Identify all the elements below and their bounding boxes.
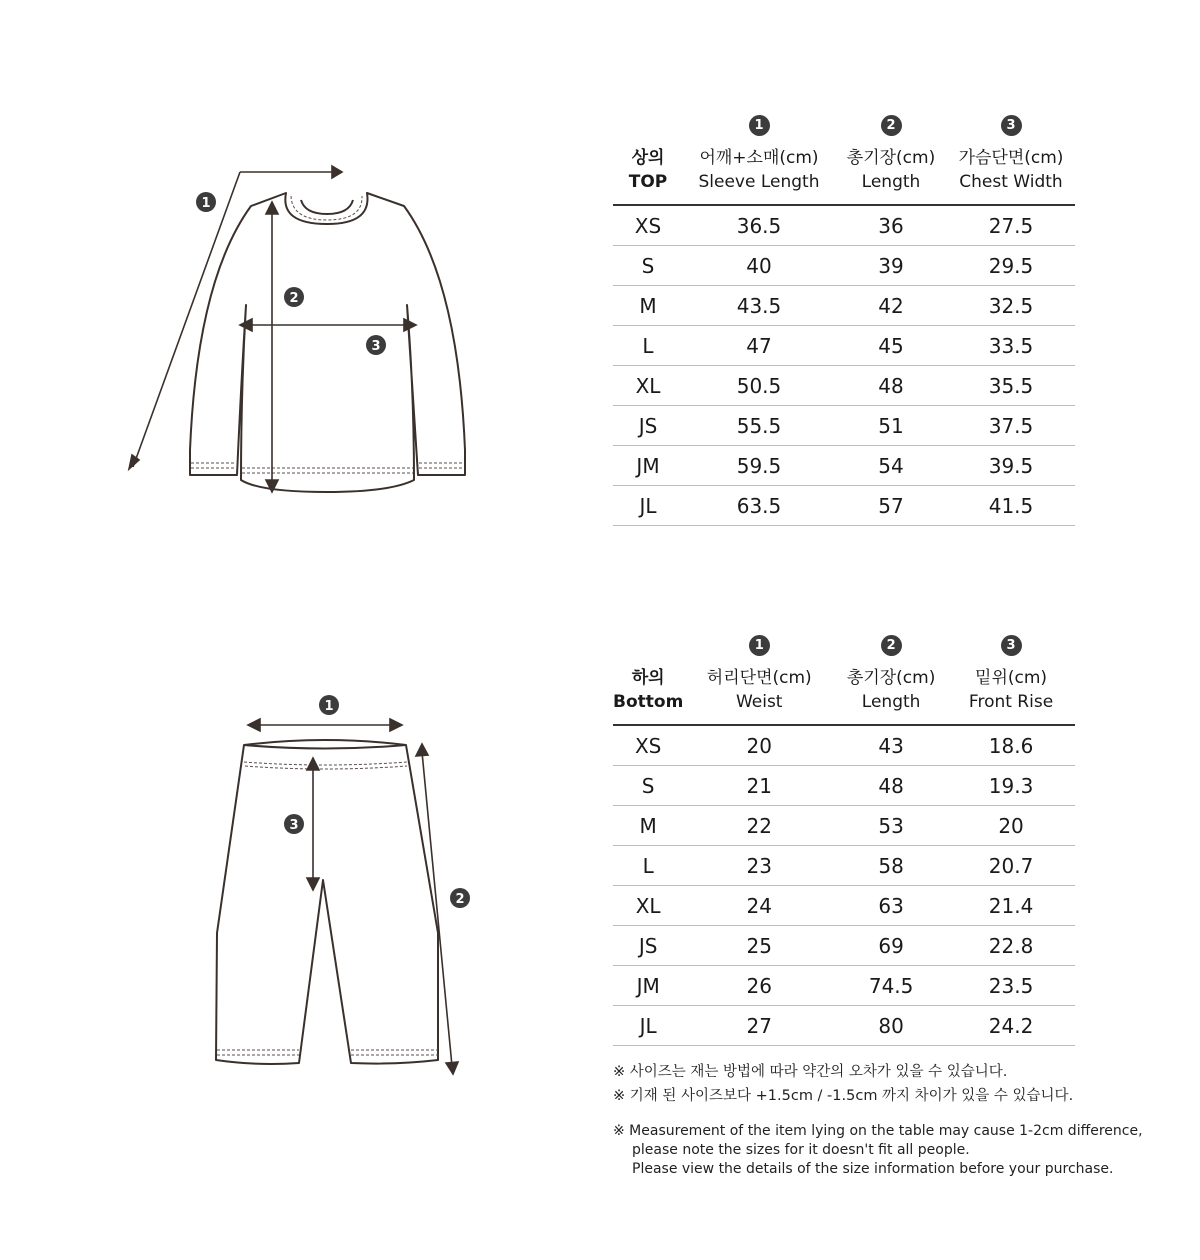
category-header: 하의 Bottom bbox=[613, 656, 683, 725]
table-row bbox=[613, 286, 1075, 326]
arrowhead bbox=[332, 166, 342, 178]
value-cell: 42 bbox=[835, 286, 947, 326]
table-row bbox=[613, 886, 1075, 926]
value-cell: 22.8 bbox=[947, 926, 1075, 966]
marker-2: 2 bbox=[881, 635, 902, 656]
top-garment-illustration bbox=[120, 150, 480, 500]
marker-1 bbox=[319, 695, 339, 715]
value-cell: 36 bbox=[835, 205, 947, 246]
size-cell: JL bbox=[613, 486, 683, 526]
value-cell: 80 bbox=[835, 1006, 947, 1046]
value-cell: 55.5 bbox=[683, 406, 835, 446]
value-cell: 24 bbox=[683, 886, 835, 926]
pants-waistband bbox=[244, 745, 406, 749]
value-cell: 33.5 bbox=[947, 326, 1075, 366]
note-ko-tolerance: ※ 기재 된 사이즈보다 +1.5cm / -1.5cm 까지 차이가 있을 수 있습니다. bbox=[613, 1088, 1074, 1104]
size-cell: S bbox=[613, 246, 683, 286]
size-cell: JM bbox=[613, 966, 683, 1006]
value-cell: 57 bbox=[835, 486, 947, 526]
marker-3 bbox=[284, 814, 304, 834]
arrowhead bbox=[266, 202, 278, 214]
bottom-garment-illustration bbox=[200, 680, 500, 1100]
marker-3: 3 bbox=[1001, 115, 1022, 136]
marker-1: 1 bbox=[749, 115, 770, 136]
table-row bbox=[613, 326, 1075, 366]
marker-2 bbox=[450, 888, 470, 908]
svg-text:3: 3 bbox=[371, 339, 381, 354]
svg-text:2: 2 bbox=[455, 892, 465, 907]
value-cell: 35.5 bbox=[947, 366, 1075, 406]
value-cell: 21 bbox=[683, 766, 835, 806]
arrowhead bbox=[307, 758, 319, 770]
value-cell: 41.5 bbox=[947, 486, 1075, 526]
value-cell: 32.5 bbox=[947, 286, 1075, 326]
column-header: 가슴단면(cm) Chest Width bbox=[947, 136, 1075, 205]
value-cell: 21.4 bbox=[947, 886, 1075, 926]
value-cell: 48 bbox=[835, 766, 947, 806]
note-en-line-1: ※ Measurement of the item lying on the table may cause 1-2cm difference, bbox=[613, 1123, 1143, 1139]
value-cell: 53 bbox=[835, 806, 947, 846]
value-cell: 69 bbox=[835, 926, 947, 966]
marker-row bbox=[613, 628, 1075, 656]
arrowhead bbox=[416, 744, 428, 756]
value-cell: 43.5 bbox=[683, 286, 835, 326]
column-header: 총기장(cm) Length bbox=[835, 136, 947, 205]
category-header: 상의 TOP bbox=[613, 136, 683, 205]
tee-outline bbox=[190, 193, 465, 492]
value-cell: 20 bbox=[683, 725, 835, 766]
value-cell: 25 bbox=[683, 926, 835, 966]
value-cell: 58 bbox=[835, 846, 947, 886]
arrowhead bbox=[390, 719, 402, 731]
table-row bbox=[613, 1006, 1075, 1046]
value-cell: 27 bbox=[683, 1006, 835, 1046]
size-cell: JS bbox=[613, 926, 683, 966]
table-row bbox=[613, 926, 1075, 966]
size-cell: XS bbox=[613, 725, 683, 766]
size-cell: M bbox=[613, 286, 683, 326]
marker-3: 3 bbox=[1001, 635, 1022, 656]
table-row bbox=[613, 725, 1075, 766]
value-cell: 43 bbox=[835, 725, 947, 766]
sleeve-length-arrow bbox=[133, 172, 240, 467]
value-cell: 39.5 bbox=[947, 446, 1075, 486]
value-cell: 50.5 bbox=[683, 366, 835, 406]
svg-text:3: 3 bbox=[289, 818, 299, 833]
size-cell: JS bbox=[613, 406, 683, 446]
svg-text:2: 2 bbox=[289, 291, 299, 306]
table-row bbox=[613, 766, 1075, 806]
header-row bbox=[613, 136, 1075, 205]
table-row bbox=[613, 846, 1075, 886]
value-cell: 63.5 bbox=[683, 486, 835, 526]
value-cell: 22 bbox=[683, 806, 835, 846]
table-row bbox=[613, 246, 1075, 286]
note-ko-measurement: ※ 사이즈는 재는 방법에 따라 약간의 오차가 있을 수 있습니다. bbox=[613, 1064, 1008, 1080]
column-header: 어깨+소매(cm) Sleeve Length bbox=[683, 136, 835, 205]
marker-2 bbox=[284, 287, 304, 307]
value-cell: 26 bbox=[683, 966, 835, 1006]
collar-stitch bbox=[291, 196, 362, 220]
column-header: 밑위(cm) Front Rise bbox=[947, 656, 1075, 725]
value-cell: 74.5 bbox=[835, 966, 947, 1006]
size-notes bbox=[613, 1060, 1173, 1179]
column-header: 허리단면(cm) Weist bbox=[683, 656, 835, 725]
size-cell: XL bbox=[613, 366, 683, 406]
size-cell: XS bbox=[613, 205, 683, 246]
marker-2: 2 bbox=[881, 115, 902, 136]
value-cell: 47 bbox=[683, 326, 835, 366]
note-en-line-3: Please view the details of the size information before your purchase. bbox=[632, 1161, 1114, 1177]
value-cell: 48 bbox=[835, 366, 947, 406]
value-cell: 23 bbox=[683, 846, 835, 886]
table-row bbox=[613, 966, 1075, 1006]
svg-text:1: 1 bbox=[324, 699, 334, 714]
marker-1: 1 bbox=[749, 635, 770, 656]
value-cell: 19.3 bbox=[947, 766, 1075, 806]
value-cell: 63 bbox=[835, 886, 947, 926]
value-cell: 18.6 bbox=[947, 725, 1075, 766]
value-cell: 51 bbox=[835, 406, 947, 446]
column-header: 총기장(cm) Length bbox=[835, 656, 947, 725]
value-cell: 24.2 bbox=[947, 1006, 1075, 1046]
value-cell: 45 bbox=[835, 326, 947, 366]
table-row bbox=[613, 366, 1075, 406]
value-cell: 20.7 bbox=[947, 846, 1075, 886]
note-en bbox=[613, 1122, 1173, 1179]
arrowhead bbox=[446, 1062, 458, 1074]
size-cell: JL bbox=[613, 1006, 683, 1046]
note-en-line-2: please note the sizes for it doesn't fit all people. bbox=[632, 1142, 970, 1158]
size-cell: XL bbox=[613, 886, 683, 926]
arrowhead bbox=[248, 719, 260, 731]
waistband-stitch-1 bbox=[244, 762, 407, 765]
bottom-size-table bbox=[613, 628, 1075, 1046]
marker-row bbox=[613, 108, 1075, 136]
header-row bbox=[613, 656, 1075, 725]
waistband-stitch-2 bbox=[245, 766, 407, 769]
table-row bbox=[613, 205, 1075, 246]
arrowhead bbox=[404, 319, 416, 331]
value-cell: 59.5 bbox=[683, 446, 835, 486]
size-cell: S bbox=[613, 766, 683, 806]
value-cell: 36.5 bbox=[683, 205, 835, 246]
table-row bbox=[613, 806, 1075, 846]
table-row bbox=[613, 446, 1075, 486]
top-size-table bbox=[613, 108, 1075, 526]
size-cell: M bbox=[613, 806, 683, 846]
size-cell: JM bbox=[613, 446, 683, 486]
value-cell: 40 bbox=[683, 246, 835, 286]
value-cell: 37.5 bbox=[947, 406, 1075, 446]
marker-1 bbox=[196, 192, 216, 212]
table-row bbox=[613, 406, 1075, 446]
size-cell: L bbox=[613, 326, 683, 366]
arrowhead bbox=[129, 455, 139, 469]
value-cell: 29.5 bbox=[947, 246, 1075, 286]
arrowhead bbox=[307, 878, 319, 890]
value-cell: 23.5 bbox=[947, 966, 1075, 1006]
pants-outline bbox=[216, 740, 438, 1064]
value-cell: 20 bbox=[947, 806, 1075, 846]
value-cell: 39 bbox=[835, 246, 947, 286]
size-cell: L bbox=[613, 846, 683, 886]
tee-inner-collar bbox=[301, 200, 353, 214]
table-row bbox=[613, 486, 1075, 526]
value-cell: 27.5 bbox=[947, 205, 1075, 246]
marker-3 bbox=[366, 335, 386, 355]
svg-text:1: 1 bbox=[201, 196, 211, 211]
value-cell: 54 bbox=[835, 446, 947, 486]
